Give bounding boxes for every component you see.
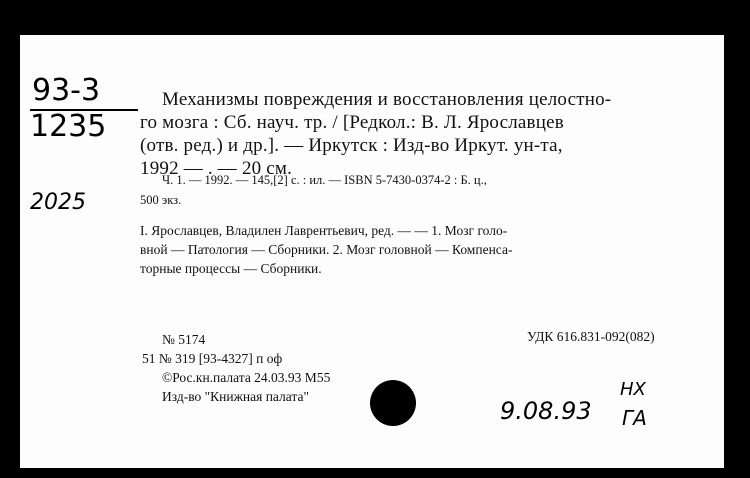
handwritten-date-note: 9.08.93: [500, 397, 592, 425]
title-line-4: 1992 — . — 20 см.: [140, 158, 293, 179]
part-line-2: 500 экз.: [140, 193, 182, 207]
record-number: № 5174: [162, 332, 206, 347]
title-line-3: (отв. ред.) и др.]. — Иркутск : Изд-во Иркут. ун-та,: [140, 135, 563, 156]
handwritten-number-bottom: 1235: [30, 109, 107, 144]
part-line-1: Ч. 1. — 1992. — 145,[2] с. : ил. — ISBN 5-7430-0374-2 : Б. ц.,: [162, 173, 487, 187]
handwritten-number-top: 93-3: [32, 73, 101, 108]
handwritten-initials-note: ГА: [622, 406, 647, 430]
handwritten-hx-note: HX: [620, 379, 646, 400]
subject-line-1: I. Ярославцев, Владилен Лаврентьевич, ред. — — 1. Мозг голо-: [140, 223, 508, 238]
subject-line-2: вной — Патология — Сборники. 2. Мозг головной — Компенса-: [140, 242, 513, 257]
subject-line-3: торные процессы — Сборники.: [140, 261, 322, 276]
catalog-card: [20, 35, 724, 468]
copyright-line: ©Рос.кн.палата 24.03.93 М55: [162, 370, 331, 385]
registry-line: 51 № 319 [93-4327] п оф: [142, 351, 283, 366]
udc-code: УДК 616.831-092(082): [527, 329, 655, 344]
handwritten-side-note: 2025: [30, 190, 86, 215]
punch-hole: [370, 380, 416, 426]
publisher-line: Изд-во "Книжная палата": [162, 389, 309, 404]
title-line-2: го мозга : Сб. науч. тр. / [Редкол.: В. Л. Ярославцев: [140, 112, 564, 133]
title-line-1: Механизмы повреждения и восстановления целостно-: [162, 89, 612, 110]
